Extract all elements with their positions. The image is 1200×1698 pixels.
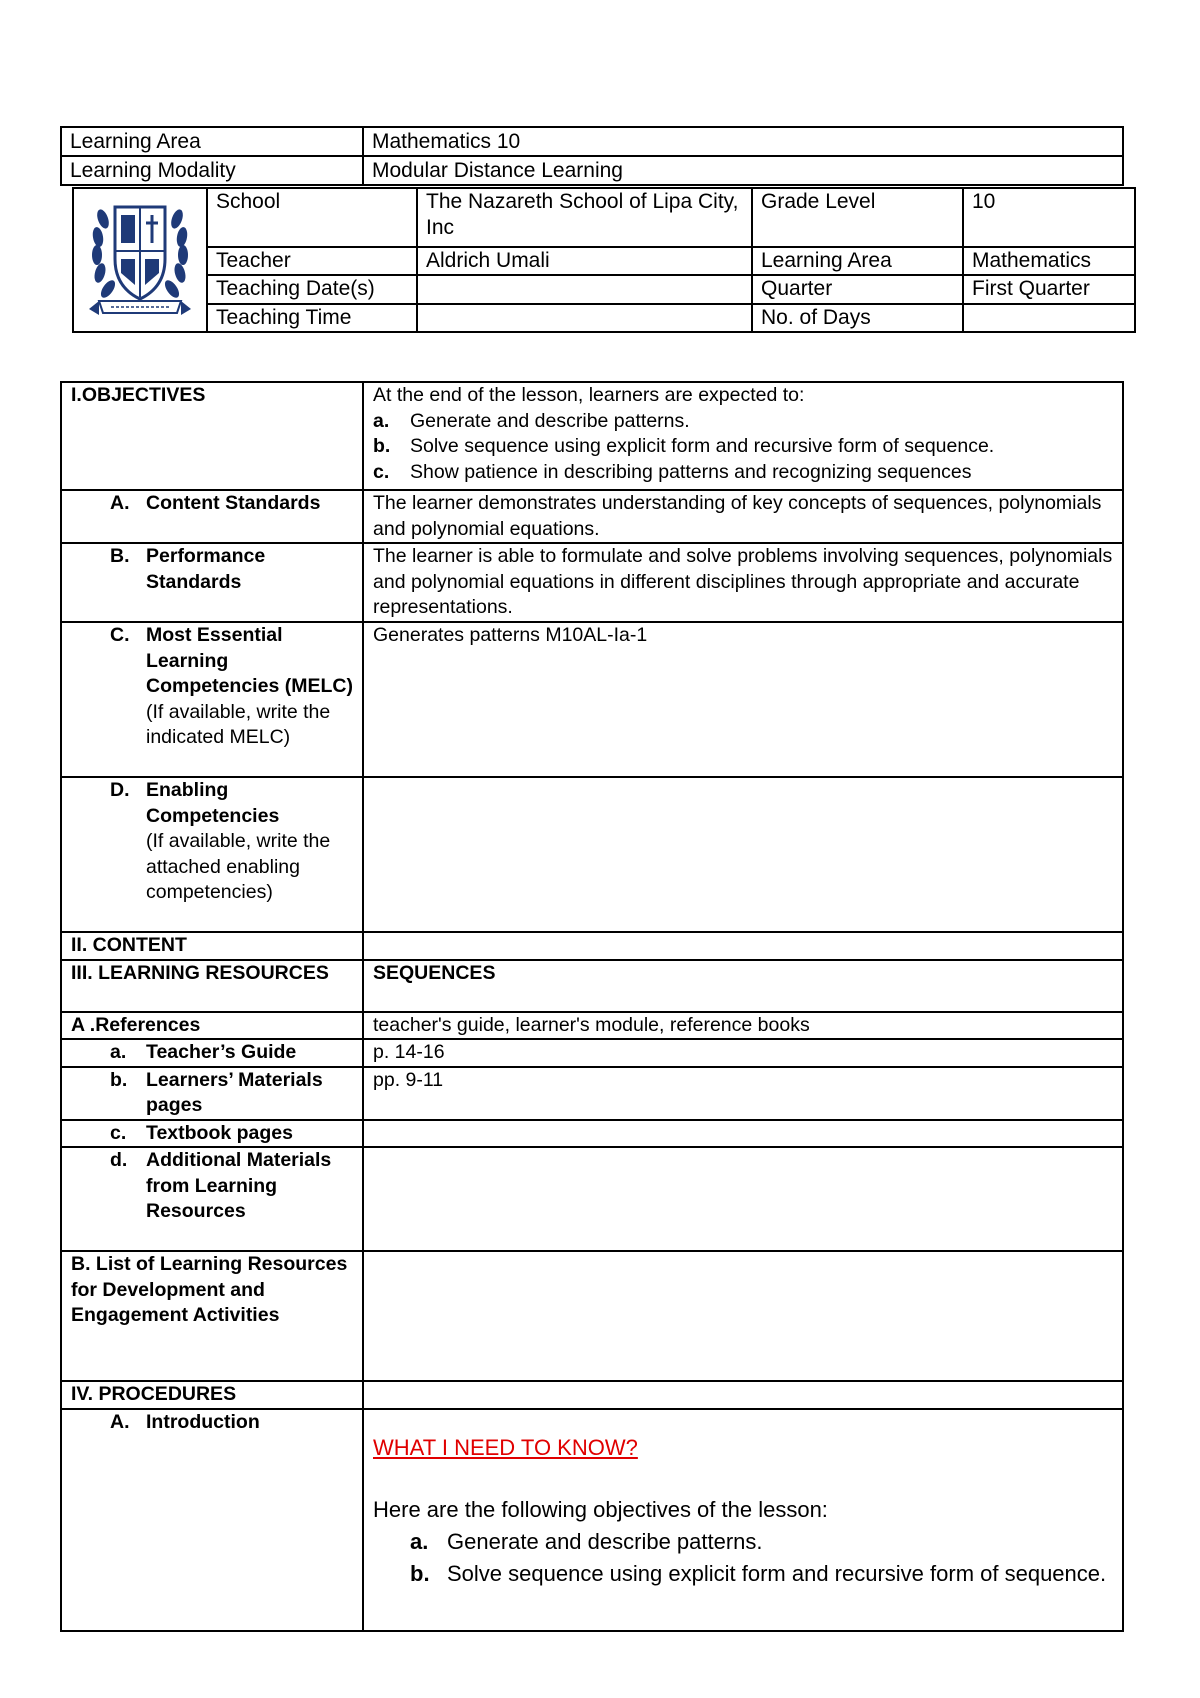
row-marker: A. (110, 492, 130, 514)
learning-resources-value: SEQUENCES (363, 960, 1123, 1012)
performance-standards-value: The learner is able to formulate and solve problems involving sequences, polynomials and polynomial equations in different disciplines through appropriate and accurate representations. (363, 543, 1123, 622)
list-resources-row (61, 1251, 1123, 1381)
school-value: The Nazareth School of Lipa City, Inc (417, 188, 752, 247)
logo-cell (73, 188, 207, 332)
grade-level-value: 10 (963, 188, 1135, 247)
row-label-text: Textbook pages (146, 1121, 294, 1144)
row-label-text: Performance Standards (146, 545, 266, 593)
procedures-value (363, 1381, 1123, 1409)
row-label-text: Most Essential Learning Competencies (MELC) (146, 624, 353, 697)
row-marker: C. (110, 624, 130, 646)
school-crest-logo-icon (85, 189, 195, 324)
performance-standards-label (61, 543, 363, 622)
objective-marker: a. (410, 1528, 429, 1554)
objectives-label: I.OBJECTIVES (61, 382, 363, 490)
performance-standards-row (61, 543, 1123, 622)
textbook-row (61, 1120, 1123, 1148)
melc-label (61, 622, 363, 777)
references-value: teacher's guide, learner's module, reference books (363, 1012, 1123, 1040)
references-label: A .References (61, 1012, 363, 1040)
school-label: School (207, 188, 417, 247)
learning-area-table (60, 126, 1124, 186)
lesson-plan-table (60, 381, 1124, 1632)
learning-resources-row (61, 960, 1123, 1012)
objective-marker: b. (410, 1560, 430, 1586)
objectives-row (61, 382, 1123, 490)
teacher-value: Aldrich Umali (417, 247, 752, 275)
teachers-guide-row (61, 1039, 1123, 1067)
introduction-objective-item (373, 1526, 1114, 1558)
row-label-text: Teacher’s Guide (146, 1041, 297, 1063)
row-marker: b. (110, 1068, 128, 1091)
content-standards-label (61, 490, 363, 543)
content-value (363, 932, 1123, 960)
row-note-text: (If available, write the attached enabling competencies) (146, 830, 331, 903)
introduction-value (363, 1409, 1123, 1631)
teachers-guide-value: p. 14-16 (363, 1039, 1123, 1067)
teaching-time-label: Teaching Time (207, 304, 417, 332)
info-learning-area-value: Mathematics (963, 247, 1135, 275)
row-marker: c. (110, 1121, 127, 1144)
enabling-value (363, 777, 1123, 932)
introduction-lead: Here are the following objectives of the lesson: (373, 1496, 828, 1522)
objective-marker: c. (373, 460, 390, 483)
procedures-label: IV. PROCEDURES (61, 1381, 363, 1409)
procedures-row (61, 1381, 1123, 1409)
objective-item (373, 409, 1114, 435)
row-label-text: Introduction (146, 1410, 260, 1433)
list-resources-label: B. List of Learning Resources for Development and Engagement Activities (61, 1251, 363, 1381)
row-label-text: Additional Materials from Learning Resources (146, 1149, 332, 1222)
school-info-table (72, 187, 1136, 333)
enabling-row (61, 777, 1123, 932)
row-marker: A. (110, 1410, 130, 1433)
learners-materials-row (61, 1067, 1123, 1120)
introduction-objective-item (373, 1558, 1114, 1590)
learning-modality-label: Learning Modality (61, 156, 363, 185)
learning-modality-row (61, 156, 1123, 185)
what-i-need-to-know-heading: WHAT I NEED TO KNOW? (373, 1434, 638, 1460)
learners-materials-value: pp. 9-11 (363, 1067, 1123, 1120)
teaching-dates-value (417, 275, 752, 303)
objectives-value (363, 382, 1123, 490)
melc-value: Generates patterns M10AL-Ia-1 (363, 622, 1123, 777)
additional-materials-row (61, 1147, 1123, 1251)
references-row (61, 1012, 1123, 1040)
objective-text: Generate and describe patterns. (447, 1528, 763, 1554)
textbook-label (61, 1120, 363, 1148)
row-marker: D. (110, 779, 130, 801)
objective-text: Solve sequence using explicit form and recursive form of sequence. (447, 1560, 1107, 1586)
quarter-label: Quarter (752, 275, 963, 303)
melc-row (61, 622, 1123, 777)
teacher-label: Teacher (207, 247, 417, 275)
objective-item (373, 434, 1114, 460)
textbook-value (363, 1120, 1123, 1148)
quarter-value: First Quarter (963, 275, 1135, 303)
learners-materials-label (61, 1067, 363, 1120)
learning-resources-label: III. LEARNING RESOURCES (61, 960, 363, 1012)
learning-area-row (61, 127, 1123, 156)
introduction-label (61, 1409, 363, 1631)
objective-text: Solve sequence using explicit form and recursive form of sequence. (410, 435, 995, 457)
content-standards-row (61, 490, 1123, 543)
objective-text: Show patience in describing patterns and recognizing sequences (410, 460, 972, 483)
teaching-dates-label: Teaching Date(s) (207, 275, 417, 303)
learning-modality-value: Modular Distance Learning (363, 156, 1123, 185)
content-row (61, 932, 1123, 960)
teaching-time-value (417, 304, 752, 332)
row-label-text: Content Standards (146, 492, 321, 514)
grade-level-label: Grade Level (752, 188, 963, 247)
row-marker: a. (110, 1041, 127, 1063)
content-label: II. CONTENT (61, 932, 363, 960)
objective-marker: b. (373, 435, 391, 457)
row-label-text: Enabling Competencies (146, 779, 280, 827)
objectives-list (373, 409, 1114, 486)
teachers-guide-label (61, 1039, 363, 1067)
introduction-objectives-list (373, 1526, 1114, 1590)
learning-area-value: Mathematics 10 (363, 127, 1123, 156)
days-label: No. of Days (752, 304, 963, 332)
additional-materials-value (363, 1147, 1123, 1251)
list-resources-value (363, 1251, 1123, 1381)
objective-marker: a. (373, 409, 390, 432)
introduction-row (61, 1409, 1123, 1631)
row-marker: B. (110, 545, 130, 567)
row-note-text: (If available, write the indicated MELC) (146, 700, 331, 748)
objective-text: Generate and describe patterns. (410, 409, 690, 432)
days-value (963, 304, 1135, 332)
row-marker: d. (110, 1149, 128, 1171)
enabling-label (61, 777, 363, 932)
additional-materials-label (61, 1147, 363, 1251)
learning-area-label: Learning Area (61, 127, 363, 156)
info-learning-area-label: Learning Area (752, 247, 963, 275)
objectives-intro: At the end of the lesson, learners are expected to: (373, 384, 805, 406)
content-standards-value: The learner demonstrates understanding of key concepts of sequences, polynomials and polynomial equations. (363, 490, 1123, 543)
row-label-text: Learners’ Materials pages (146, 1068, 323, 1116)
objective-item (373, 460, 1114, 486)
